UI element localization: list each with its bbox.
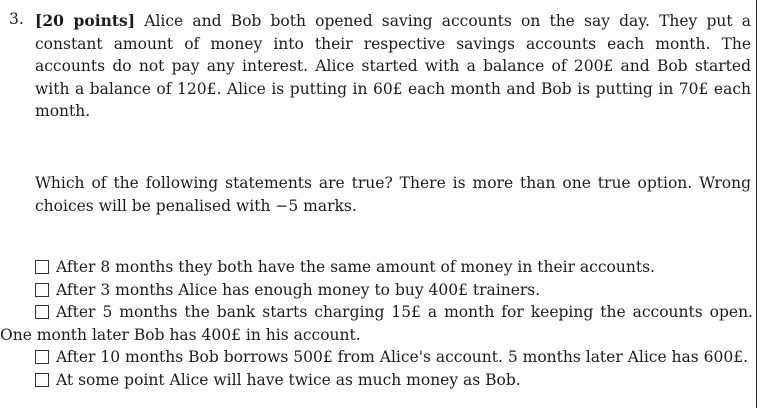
checkbox-option-4[interactable] — [35, 350, 49, 364]
question-number: 3. — [9, 10, 24, 28]
checkbox-option-5[interactable] — [35, 373, 49, 387]
question-stem — [35, 10, 751, 123]
option-3[interactable] — [0, 301, 753, 346]
option-5-label: At some point Alice will have twice as much money as Bob. — [56, 370, 521, 389]
page-right-rule — [756, 0, 757, 408]
option-4-label: After 10 months Bob borrows 500£ from Alice's account. 5 months later Alice has 600£. — [56, 348, 749, 366]
checkbox-option-1[interactable] — [35, 260, 49, 274]
option-2[interactable] — [35, 279, 753, 302]
option-1-label: After 8 months they both have the same amount of money in their accounts. — [56, 258, 655, 276]
option-3-label-line2: One month later Bob has 400£ in his account. — [0, 325, 361, 344]
checkbox-option-2[interactable] — [35, 283, 49, 297]
option-3-label-line1: After 5 months the bank starts charging 15£ a month for keeping the accounts open. — [56, 303, 753, 321]
option-1[interactable] — [35, 256, 753, 279]
option-2-label: After 3 months Alice has enough money to buy 400£ trainers. — [56, 280, 541, 299]
points-label: [20 points] — [35, 11, 136, 30]
question-instruction: Which of the following statements are true? There is more than one true option. Wrong choices will be penalised with −5 marks. — [35, 174, 751, 215]
option-5[interactable] — [35, 369, 753, 392]
question-stem-text: Alice and Bob both opened saving accounts on the say day. They put a constant amount of money into their respective savings accounts each month. The accounts do not pay any interest. Alice started with a balance of 200£ and Bob started with a balance of 120£. Alice is putting in 60£ each month and Bob is putting in 70£ each month. — [35, 12, 752, 120]
options-list — [0, 256, 753, 391]
option-4[interactable] — [35, 346, 753, 369]
checkbox-option-3[interactable] — [35, 305, 49, 319]
